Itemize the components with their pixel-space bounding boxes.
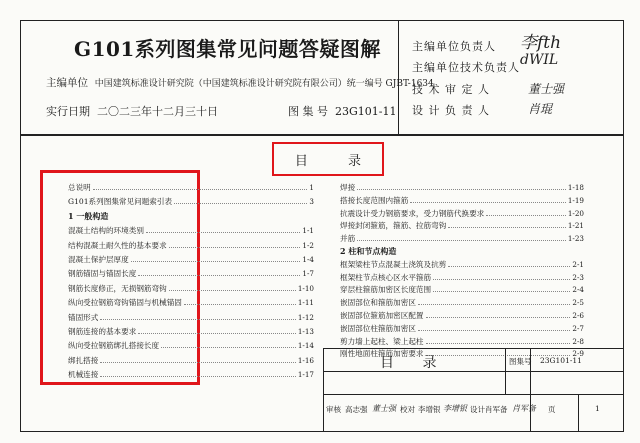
toc-entry-label: 刚性地面柱箍筋加密要求 <box>340 349 424 359</box>
toc-page-number: 1-21 <box>567 221 584 231</box>
toc-entry <box>68 354 314 367</box>
toc-page-number: 2-5 <box>572 298 584 308</box>
toc-entry <box>340 207 584 220</box>
toc-entry <box>340 181 584 194</box>
signature-role: 设 计 负 责 人 <box>412 104 490 117</box>
toc-entry-label: 混凝土保护层厚度 <box>68 255 129 264</box>
toc-page-number: 1-23 <box>567 234 584 244</box>
toc-page-number: 1-16 <box>297 355 314 365</box>
toc-entry <box>340 232 584 245</box>
toc-entry-label: 钢筋连接的基本要求 <box>68 327 137 336</box>
toc-entry <box>68 195 314 208</box>
review-signature: 董士强 <box>372 404 396 413</box>
toc-page-number: 1-1 <box>302 226 314 236</box>
toc-leader-dots <box>433 291 570 292</box>
design-label: 设计 <box>470 405 485 414</box>
toc-entry <box>68 296 314 309</box>
title-block-rule <box>323 371 624 372</box>
title-block-rule <box>505 348 506 394</box>
editing-unit-label: 主编单位 <box>46 77 88 89</box>
toc-entry-label: 锚固形式 <box>68 312 99 322</box>
title-block-name: 目 录 <box>380 355 449 371</box>
toc-page-number: 2-9 <box>572 349 584 359</box>
toc-entry <box>340 309 584 322</box>
toc-page-number: 2-1 <box>572 259 584 269</box>
toc-page-number: 1-20 <box>567 208 584 218</box>
toc-entry-label: 搭接长度范围内箍筋 <box>340 195 409 205</box>
toc-entry-label: 纵向受拉钢筋绑扎搭接长度 <box>68 341 160 351</box>
toc-entry-label: G101系列图集常见问题索引表 <box>68 197 173 207</box>
toc-entry <box>340 258 584 271</box>
toc-page-number: 1-4 <box>302 255 314 264</box>
effective-date-value: 二〇二三年十二月三十日 <box>97 105 218 118</box>
toc-entry <box>68 339 314 352</box>
atlas-number-label: 图 集 号 <box>288 105 328 118</box>
atlas-number-value: 23G101-11 <box>335 105 397 118</box>
toc-entry-label: 嵌固部位和箍筋加密区 <box>340 298 416 308</box>
toc-page-number: 1-19 <box>567 195 584 205</box>
toc-entry-label: 穿层柱箍筋加密区长度范围 <box>340 285 432 295</box>
toc-leader-dots <box>410 202 566 203</box>
signature-role: 主编单位技术负责人 <box>412 61 520 74</box>
toc-leader-dots <box>138 333 296 334</box>
effective-date-line <box>46 103 218 119</box>
toc-page-number: 1-12 <box>297 312 314 322</box>
toc-entry-label: 框架柱节点核心区水平箍筋 <box>340 272 432 282</box>
toc-entry <box>68 181 314 194</box>
toc-entry <box>340 335 584 348</box>
check-signature: 李增银 <box>443 404 467 413</box>
toc-entry-label: 1 一般构造 <box>68 210 109 221</box>
toc-entry <box>340 271 584 284</box>
handwritten-signature: 李fth <box>520 33 562 53</box>
toc-entry-label: 2 柱和节点构造 <box>340 246 397 256</box>
toc-entry <box>68 282 314 295</box>
toc-leader-dots <box>93 189 308 190</box>
toc-entry-label: 焊接封闭箍筋，箍筋、拉筋弯钩 <box>340 221 447 231</box>
title-block-atlas-label: 图集号 <box>509 357 532 366</box>
toc-leader-dots <box>169 247 301 248</box>
toc-leader-dots <box>100 319 295 320</box>
toc-entry <box>68 239 314 252</box>
handwritten-signature: 肖琨 <box>528 102 553 116</box>
toc-leader-dots <box>100 376 295 377</box>
toc-leader-dots <box>433 279 570 280</box>
review-name: 高志强 <box>345 405 368 414</box>
toc-entry-label: 剪力墙上起柱、梁上起柱 <box>340 336 424 346</box>
toc-page-number: 1-2 <box>302 240 314 250</box>
toc-page-number: 2-3 <box>572 272 584 282</box>
toc-entry <box>68 253 314 266</box>
page-label: 页 <box>548 405 556 414</box>
toc-entry <box>340 194 584 207</box>
toc-leader-dots <box>100 362 295 363</box>
toc-entry-label: 框架梁柱节点混凝土浇筑及抗剪 <box>340 259 447 269</box>
page-title: G101系列图集常见问题答疑图解 <box>74 37 381 61</box>
toc-leader-dots <box>357 240 566 241</box>
toc-leader-dots <box>486 215 566 216</box>
toc-page-number: 1-13 <box>297 327 314 336</box>
toc-leader-dots <box>131 261 301 262</box>
title-block-rule <box>578 394 579 432</box>
toc-leader-dots <box>169 290 296 291</box>
design-signature: 肖军备 <box>512 404 536 413</box>
toc-entry-label: 抗震设计受力钢筋要求，受力钢筋代换要求 <box>340 208 485 218</box>
toc-entry <box>68 325 314 338</box>
toc-entry <box>340 219 584 232</box>
toc-heading: 目 录 <box>294 154 380 169</box>
toc-page-number: 2-4 <box>572 285 584 295</box>
editing-unit-value: 中国建筑标准设计研究院（中国建筑标准设计研究院有限公司）统一编号 GJBT-1634 <box>94 79 434 89</box>
toc-leader-dots <box>426 343 571 344</box>
review-label: 审核 <box>326 405 341 414</box>
toc-page-number: 1 <box>309 183 314 192</box>
toc-leader-dots <box>418 330 570 331</box>
signature-role: 技 术 审 定 人 <box>412 83 490 96</box>
design-name: 肖军备 <box>485 405 508 414</box>
toc-page-number: 1-11 <box>297 298 314 308</box>
toc-leader-dots <box>174 203 307 204</box>
toc-page-number: 1-17 <box>297 370 314 380</box>
title-block-atlas-value: 23G101-11 <box>540 356 582 365</box>
toc-leader-dots <box>418 304 570 305</box>
toc-entry <box>340 322 584 335</box>
toc-entry <box>340 283 584 296</box>
toc-entry-label: 绑扎搭接 <box>68 355 99 365</box>
toc-page-number: 1-10 <box>297 283 314 293</box>
page-number: 1 <box>595 404 600 413</box>
toc-entry-label: 总说明 <box>68 183 91 192</box>
toc-entry-label: 钢筋锚固与锚固长度 <box>68 269 137 279</box>
toc-section-heading <box>68 210 314 223</box>
toc-page-number: 1-18 <box>567 183 584 192</box>
toc-entry <box>68 311 314 324</box>
toc-page-number: 2-8 <box>572 336 584 346</box>
toc-entry <box>340 296 584 309</box>
toc-leader-dots <box>357 189 566 190</box>
toc-entry-label: 嵌固部位箍筋加密区配置 <box>340 311 424 320</box>
handwritten-signature: 董士强 <box>528 82 565 96</box>
toc-entry <box>68 224 314 237</box>
toc-section-heading <box>340 245 584 258</box>
signature-role: 主编单位负责人 <box>412 40 496 53</box>
toc-leader-dots <box>161 347 296 348</box>
toc-entry <box>68 368 314 381</box>
toc-entry <box>68 267 314 280</box>
effective-date-label: 实行日期 <box>46 105 90 118</box>
toc-page-number: 3 <box>309 197 314 207</box>
editing-unit-line <box>46 75 434 90</box>
toc-leader-dots <box>138 275 300 276</box>
toc-leader-dots <box>426 317 571 318</box>
toc-entry-label: 嵌固部位柱箍筋加密区 <box>340 323 416 333</box>
check-name: 李增银 <box>418 405 441 414</box>
toc-page-number: 2-6 <box>572 311 584 320</box>
toc-entry-label: 钢筋长度修正，无损钢筋弯钩 <box>68 283 167 293</box>
toc-leader-dots <box>146 232 300 233</box>
toc-leader-dots <box>448 266 570 267</box>
toc-page-number: 1-14 <box>297 341 314 351</box>
header-divider <box>20 134 624 136</box>
toc-page-number: 1-7 <box>302 269 314 279</box>
toc-leader-dots <box>448 227 566 228</box>
toc-entry-label: 混凝土结构的环境类别 <box>68 226 144 236</box>
toc-entry-label: 并筋 <box>340 234 356 244</box>
toc-entry-label: 纵向受拉钢筋弯钩锚固与机械锚固 <box>68 298 182 308</box>
atlas-number-line <box>288 103 397 119</box>
toc-page-number: 2-7 <box>572 323 584 333</box>
toc-entry-label: 结构混凝土耐久性的基本要求 <box>68 240 167 250</box>
handwritten-signature: dWIL <box>520 52 559 68</box>
toc-entry-label: 焊接 <box>340 183 356 192</box>
check-label: 校对 <box>400 405 415 414</box>
toc-leader-dots <box>184 304 296 305</box>
toc-entry-label: 机械连接 <box>68 370 99 380</box>
